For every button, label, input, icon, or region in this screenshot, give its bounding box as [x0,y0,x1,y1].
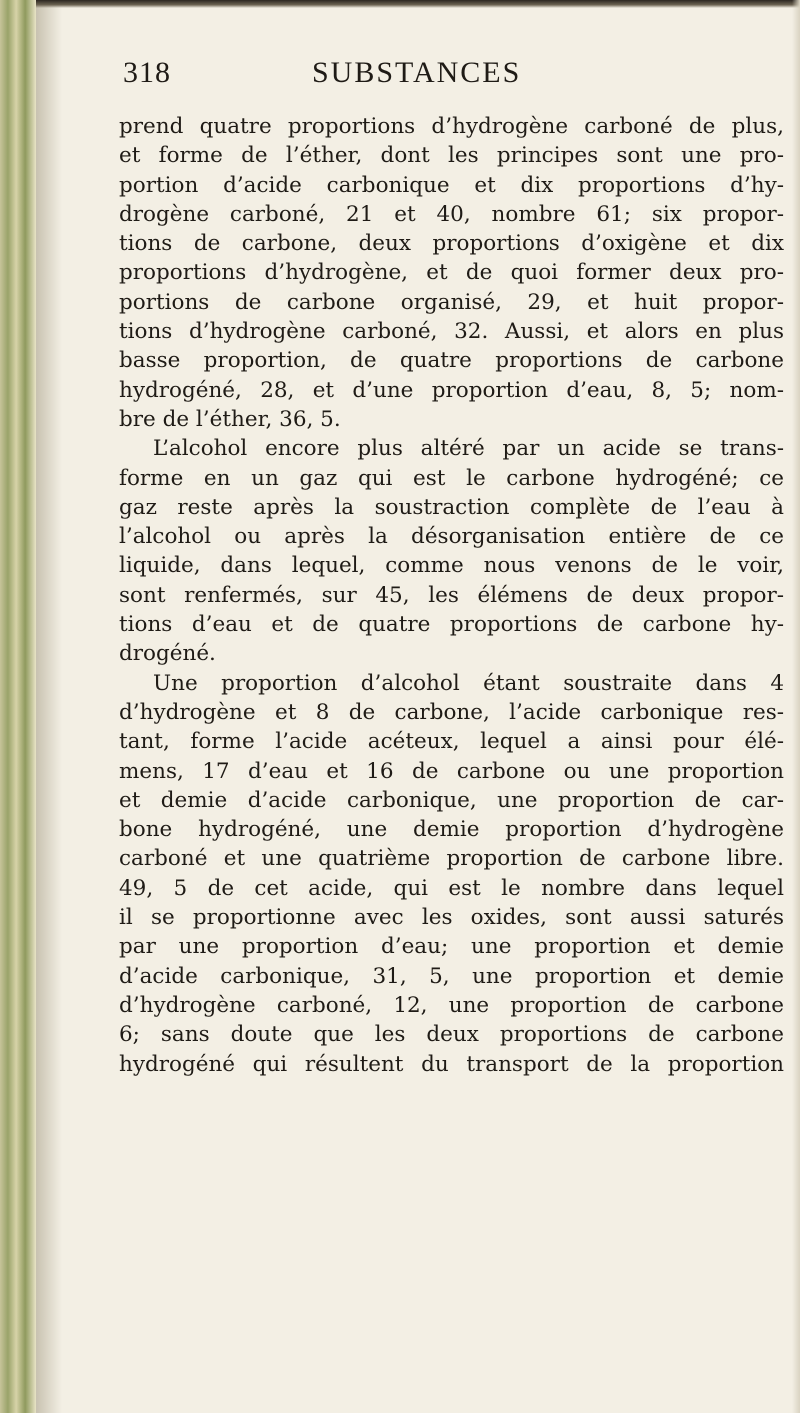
text-line: et demie d’acide carbonique, une proportion de car- [119,787,784,813]
text-line: l’alcohol ou après la désorganisation entière de ce [119,524,784,550]
text-line: portion d’acide carbonique et dix proportions d’hy- [119,172,784,198]
text-line: hydrogéné, 28, et d’une proportion d’eau, 8, 5; nom- [119,377,784,403]
page-number: 318 [123,56,171,89]
text-line: tant, forme l’acide acéteux, lequel a ainsi pour élé- [119,729,784,755]
text-line: et forme de l’éther, dont les principes sont une pro- [119,143,784,169]
page-right-edge [792,0,800,1413]
text-line: drogéné. [119,641,216,667]
text-line: hydrogéné qui résultent du transport de la proportion [119,1051,784,1077]
text-line: bre de l’éther, 36, 5. [119,406,341,432]
text-line: carboné et une quatrième proportion de carbone libre. [119,846,784,872]
text-line: forme en un gaz qui est le carbone hydrogéné; ce [119,465,784,491]
text-line: tions de carbone, deux proportions d’oxigène et dix [119,231,784,257]
text-line: Une proportion d’alcohol étant soustraite dans 4 [153,670,784,696]
text-line: drogène carboné, 21 et 40, nombre 61; six propor- [119,201,784,227]
page-header [0,56,800,106]
text-line: 6; sans doute que les deux proportions de carbone [119,1022,784,1048]
text-line: sont renfermés, sur 45, les élémens de deux propor- [119,582,784,608]
page-top-edge [36,0,800,8]
text-line: gaz reste après la soustraction complète de l’eau à [119,494,784,520]
text-line: proportions d’hydrogène, et de quoi former deux pro- [119,260,784,286]
running-title: SUBSTANCES [312,56,522,89]
text-line: d’hydrogène et 8 de carbone, l’acide carbonique res- [119,699,784,725]
text-line: bone hydrogéné, une demie proportion d’hydrogène [119,817,784,843]
text-line: prend quatre proportions d’hydrogène carboné de plus, [119,114,784,139]
text-line: d’acide carbonique, 31, 5, une proportion et demie [119,963,784,989]
text-line: d’hydrogène carboné, 12, une proportion de carbone [119,992,784,1018]
text-line: portions de carbone organisé, 29, et huit propor- [119,289,784,315]
text-line: 49, 5 de cet acide, qui est le nombre dans lequel [119,875,784,901]
gutter-shadow [36,0,62,1413]
text-line: par une proportion d’eau; une proportion et demie [119,934,784,960]
book-binding [0,0,36,1413]
text-line: mens, 17 d’eau et 16 de carbone ou une proportion [119,758,784,784]
body-text [119,112,784,1079]
text-line: tions d’hydrogène carboné, 32. Aussi, et alors en plus [119,319,784,345]
text-line: tions d’eau et de quatre proportions de carbone hy- [119,612,784,638]
text-line: il se proportionne avec les oxides, sont aussi saturés [119,905,784,931]
text-line: L’alcohol encore plus altéré par un acide se trans- [153,436,784,462]
text-line: basse proportion, de quatre proportions de carbone [119,348,784,374]
text-line: liquide, dans lequel, comme nous venons de le voir, [119,553,784,579]
